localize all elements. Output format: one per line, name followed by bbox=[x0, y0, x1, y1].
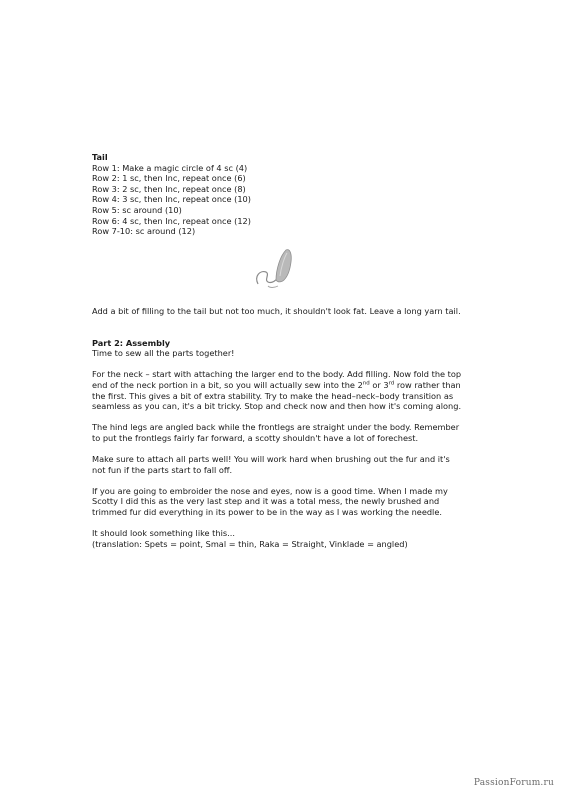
tail-heading: Tail bbox=[92, 152, 108, 162]
tail-piece bbox=[276, 249, 291, 281]
crochet-tail-image bbox=[252, 246, 302, 296]
tail-row: Row 6: 4 sc, then Inc, repeat once (12) bbox=[92, 215, 251, 226]
neck-text-1: For the neck – start with attaching the larger end to the body. Add filling. Now fold the top end of the neck portion in a bit, so you will actually sew into the 2 bbox=[92, 369, 462, 390]
legs-paragraph: The hind legs are angled back while the frontlegs are straight under the body. Remember to put the frontlegs fairly far forward, a scotty shouldn't have a lot of forechest. bbox=[92, 422, 460, 443]
tail-row: Row 5: sc around (10) bbox=[92, 204, 182, 215]
neck-sup-nd: nd bbox=[362, 380, 370, 387]
neck-paragraph bbox=[92, 369, 462, 411]
assembly-heading: Part 2: Assembly bbox=[92, 337, 171, 348]
embroider-paragraph: If you are going to embroider the nose and eyes, now is a good time. When I made my Scotty I did this as the very last step and it was a total mess, the newly brushed and trimmed fur did everything in its power to be in the way as I was working the needle. bbox=[92, 485, 448, 518]
translation-line: (translation: Spets = point, Smal = thin, Raka = Straight, Vinklade = angled) bbox=[92, 538, 408, 549]
look-line: It should look something like this... bbox=[92, 528, 235, 539]
attach-paragraph: Make sure to attach all parts well! You will work hard when brushing out the fur and it's not fun if the parts start to fall off. bbox=[92, 454, 450, 475]
tail-row: Row 1: Make a magic circle of 4 sc (4) bbox=[92, 162, 248, 173]
tail-row: Row 3: 2 sc, then Inc, repeat once (8) bbox=[92, 183, 246, 194]
neck-sup-rd: rd bbox=[388, 380, 395, 387]
tail-note: Add a bit of filling to the tail but not too much, it shouldn't look fat. Leave a long yarn tail. bbox=[92, 305, 461, 316]
assembly-intro: Time to sew all the parts together! bbox=[92, 348, 235, 359]
yarn-curl bbox=[268, 286, 278, 288]
tail-row: Row 2: 1 sc, then Inc, repeat once (6) bbox=[92, 173, 246, 184]
neck-text-3: row rather than the first. This gives a bit of extra stability. Try to make the head–neck–body transition as seamless as you can, it's a bit tricky. Stop and check now and then how it's coming along. bbox=[92, 379, 462, 412]
site-watermark: PassionForum.ru bbox=[473, 778, 554, 788]
yarn-strand bbox=[257, 271, 278, 283]
neck-text-2: or 3 bbox=[369, 379, 389, 390]
document-page bbox=[92, 152, 462, 549]
tail-rows bbox=[92, 163, 462, 237]
tail-photo bbox=[92, 246, 462, 298]
tail-row: Row 4: 3 sc, then Inc, repeat once (10) bbox=[92, 194, 251, 205]
tail-row: Row 7-10: sc around (12) bbox=[92, 226, 196, 237]
